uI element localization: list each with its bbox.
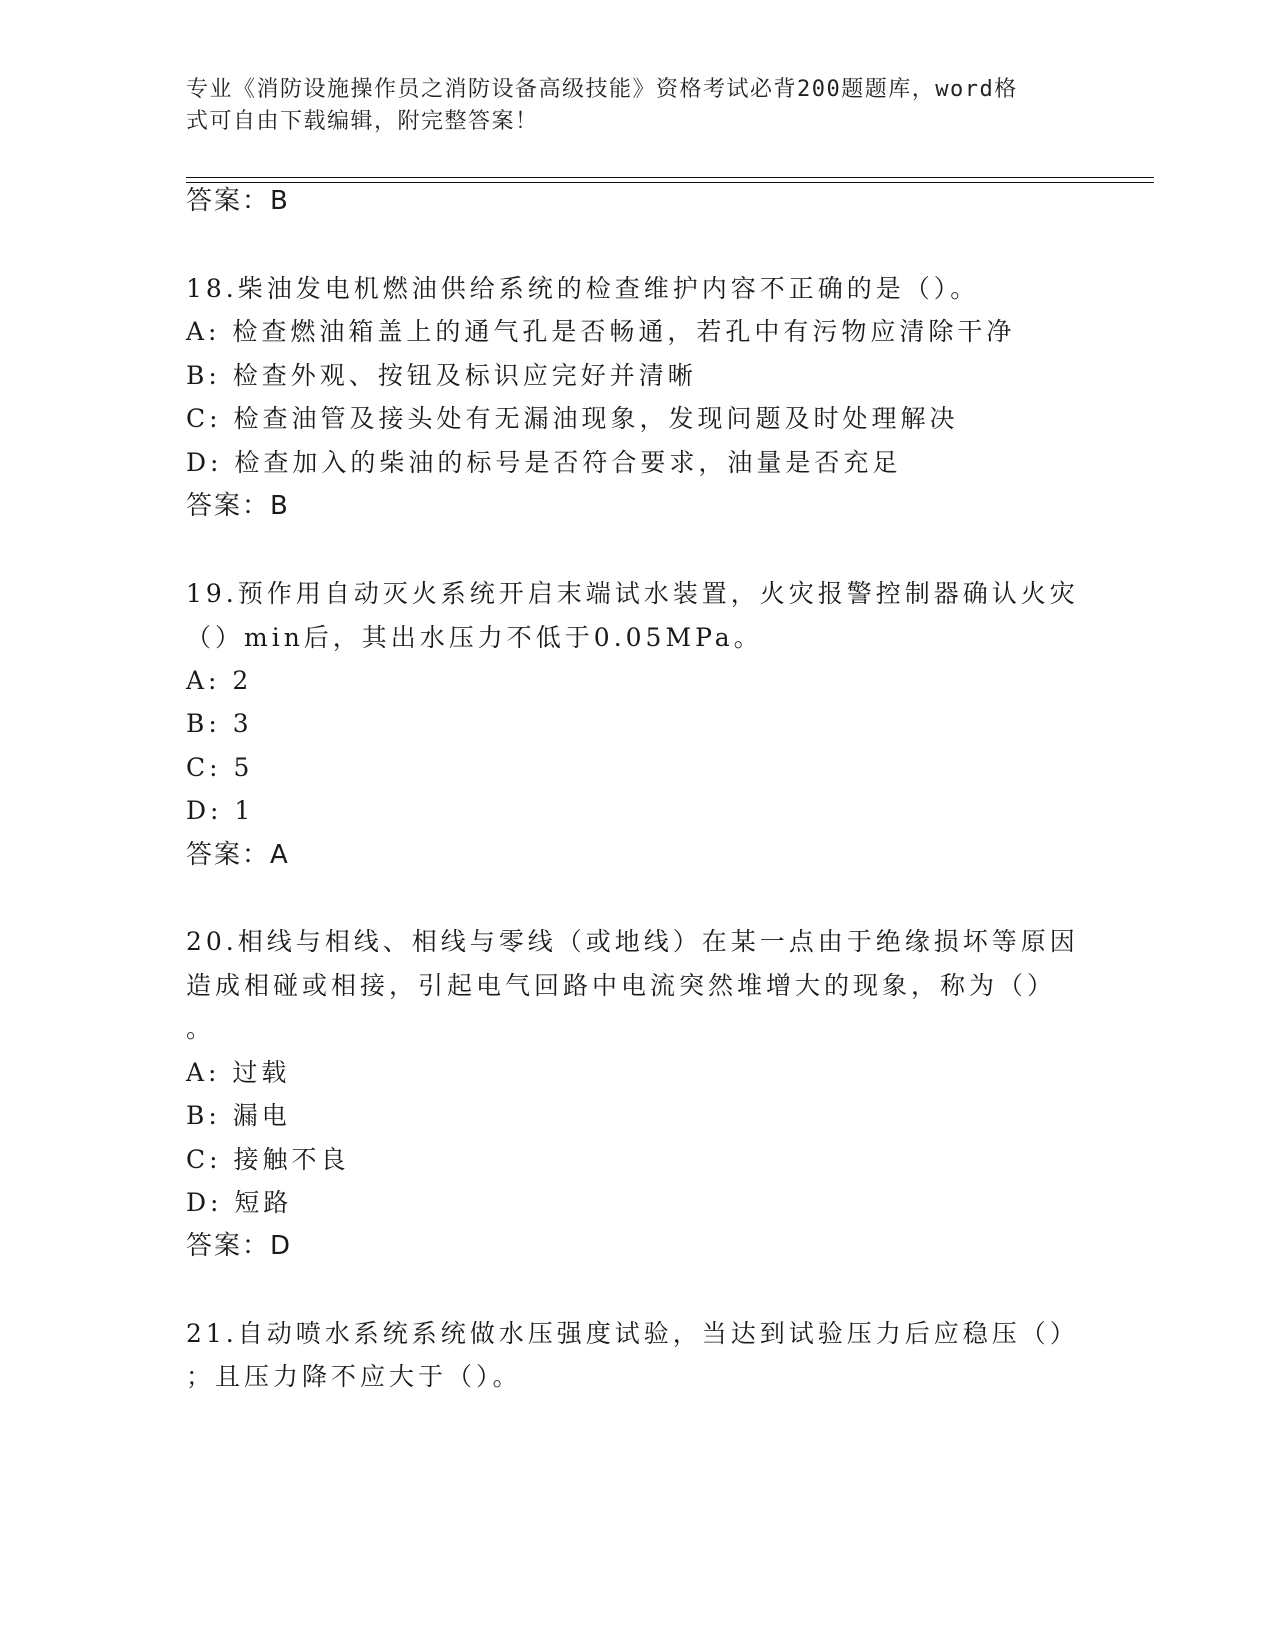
question-21-text-line-1: 21.自动喷水系统系统做水压强度试验，当达到试验压力后应稳压（）: [186, 1319, 1079, 1348]
header-line-1: 专业《消防设施操作员之消防设备高级技能》资格考试必背200题题库，word格: [186, 77, 1018, 102]
question-19-text-line-2: （）min后，其出水压力不低于0.05MPa。: [186, 623, 763, 652]
question-19-text-line-1: 19.预作用自动灭火系统开启末端试水装置，火灾报警控制器确认火灾: [186, 579, 1079, 608]
question-20-answer: 答案：D: [186, 1231, 293, 1261]
question-20-option-d: D: 短路: [186, 1188, 293, 1217]
header-rule-top: [186, 177, 1154, 178]
question-20-option-c: C: 接触不良: [186, 1145, 350, 1174]
question-18-answer: 答案：B: [186, 491, 290, 521]
question-20-option-a: A: 过载: [186, 1058, 291, 1087]
question-20-text-line-2: 造成相碰或相接，引起电气回路中电流突然堆增大的现象，称为（）: [186, 971, 1057, 1000]
document-header: [186, 74, 1066, 138]
previous-answer: 答案：B: [186, 186, 290, 216]
question-18-option-d: D: 检查加入的柴油的标号是否符合要求，油量是否充足: [186, 448, 902, 477]
header-line-2: 式可自由下载编辑，附完整答案！: [186, 109, 539, 134]
question-18-option-b: B: 检查外观、按钮及标识应完好并清晰: [186, 361, 697, 390]
question-19-option-c: C: 5: [186, 753, 254, 782]
question-20-text-line-1: 20.相线与相线、相线与零线（或地线）在某一点由于绝缘损坏等原因: [186, 927, 1079, 956]
question-19-option-d: D: 1: [186, 796, 255, 825]
question-18-text: 18.柴油发电机燃油供给系统的检查维护内容不正确的是（）。: [186, 274, 980, 303]
question-18-option-a: A: 检查燃油箱盖上的通气孔是否畅通，若孔中有污物应清除干净: [186, 317, 1016, 346]
question-20-text-line-3: 。: [186, 1014, 216, 1043]
header-rule-bottom: [186, 182, 1154, 183]
question-20-option-b: B: 漏电: [186, 1101, 291, 1130]
question-19-answer: 答案：A: [186, 840, 290, 870]
question-19-option-b: B: 3: [186, 709, 253, 738]
question-19-option-a: A: 2: [186, 666, 253, 695]
question-18-option-c: C: 检查油管及接头处有无漏油现象，发现问题及时处理解决: [186, 404, 959, 433]
question-21-text-line-2: ；且压力降不应大于（）。: [186, 1362, 522, 1391]
